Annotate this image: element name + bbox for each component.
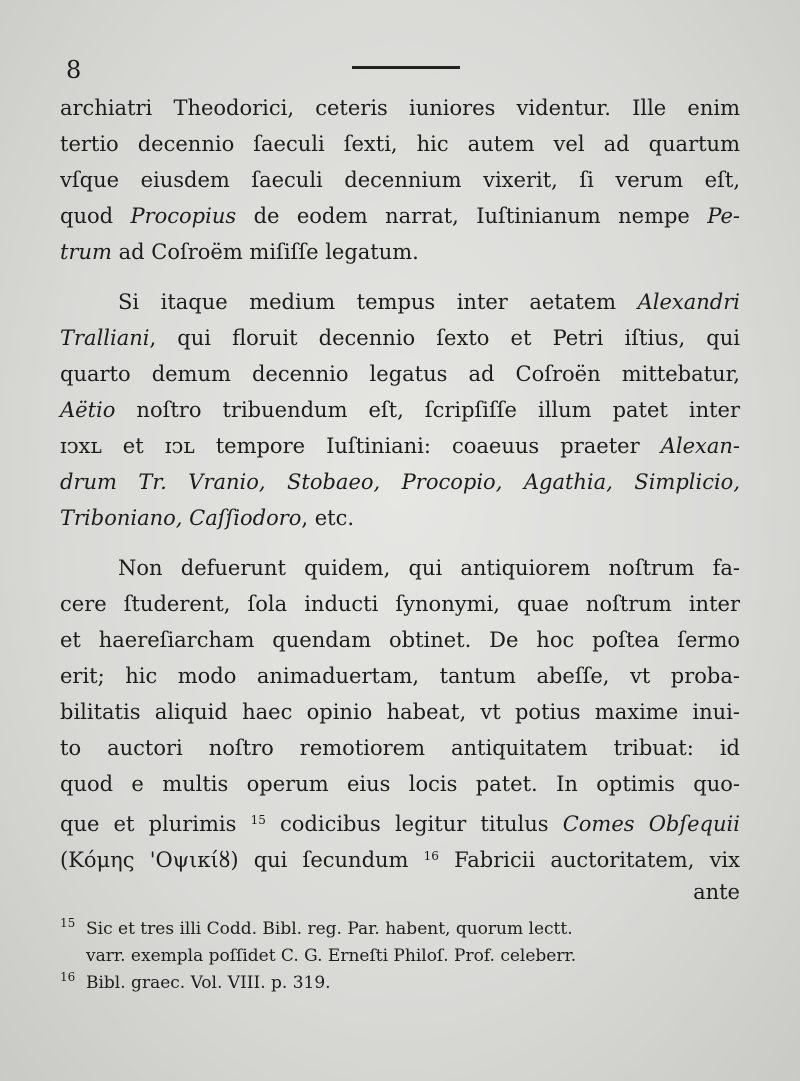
text-line: archiatri Theodorici, ceteris iuniores videntur. Ille enim — [60, 96, 740, 120]
text-line: et haereſiarcham quendam obtinet. De hoc poſtea ſermo — [60, 628, 740, 652]
text-line: (Κόμης 'Οψικίȣ) qui ſecundum $^{16}$ Fabricii auctoritatem, vix — [60, 848, 740, 872]
footnote-ref: 15 — [250, 813, 266, 827]
main-text — [60, 90, 740, 997]
text-line: cere ſtuderent, ſola inducti ſynonymi, quae noſtrum inter — [60, 592, 740, 616]
text-line: quarto demum decennio legatus ad Coſroën mittebatur, — [60, 362, 740, 386]
text-line: tertio decennio ſaeculi ſexti, hic autem vel ad quartum — [60, 132, 740, 156]
footnote: 15 Sic et tres illi Codd. Bibl. reg. Par. habent, quorum lectt. — [60, 916, 573, 939]
text-line: to auctori noſtro remotiorem antiquitatem tribuat: id — [60, 736, 740, 760]
text-line: ɪↄxʟ et ɪↄʟ tempore Iuſtiniani: coaeuus praeter Alexan- — [60, 434, 740, 458]
catchword: ante — [693, 880, 740, 904]
footnote: 16 Bibl. graec. Vol. VIII. p. 319. — [60, 970, 331, 993]
text-line: trum ad Coſroëm miſiſſe legatum. — [60, 240, 419, 264]
text-line: quod e multis operum eius locis patet. In optimis quo- — [60, 772, 740, 796]
footnote-ref: 16 — [423, 849, 439, 863]
text-line: bilitatis aliquid haec opinio habeat, vt potius maxime inui- — [60, 700, 740, 724]
text-line: que et plurimis $^{15}$ codicibus legitur titulus Comes Obſequii — [60, 812, 740, 836]
text-line: drum Tr. Vranio, Stobaeo, Procopio, Agathia, Simplicio, — [60, 470, 740, 494]
text-line: Non defuerunt quidem, qui antiquiorem noſtrum fa- — [118, 556, 740, 580]
header-rule — [352, 66, 460, 69]
footnote: varr. exempla poſſidet C. G. Erneſti Philoſ. Prof. celeberr. — [86, 946, 577, 966]
text-line: Triboniano, Caſſiodoro, etc. — [60, 506, 355, 530]
text-line: erit; hic modo animaduertam, tantum abeſſe, vt proba- — [60, 664, 740, 688]
text-line: Aëtio noſtro tribuendum eſt, ſcripſiſſe illum patet inter — [60, 398, 740, 422]
text-line: Tralliani, qui floruit decennio ſexto et Petri iſtius, qui — [60, 326, 740, 350]
text-line: quod Procopius de eodem narrat, Iuſtinianum nempe Pe- — [60, 204, 740, 228]
text-line: Si itaque medium tempus inter aetatem Alexandri — [118, 290, 740, 314]
page-number: 8 — [66, 56, 82, 84]
text-line: vſque eiusdem ſaeculi decennium vixerit, ſi verum eſt, — [60, 168, 740, 192]
